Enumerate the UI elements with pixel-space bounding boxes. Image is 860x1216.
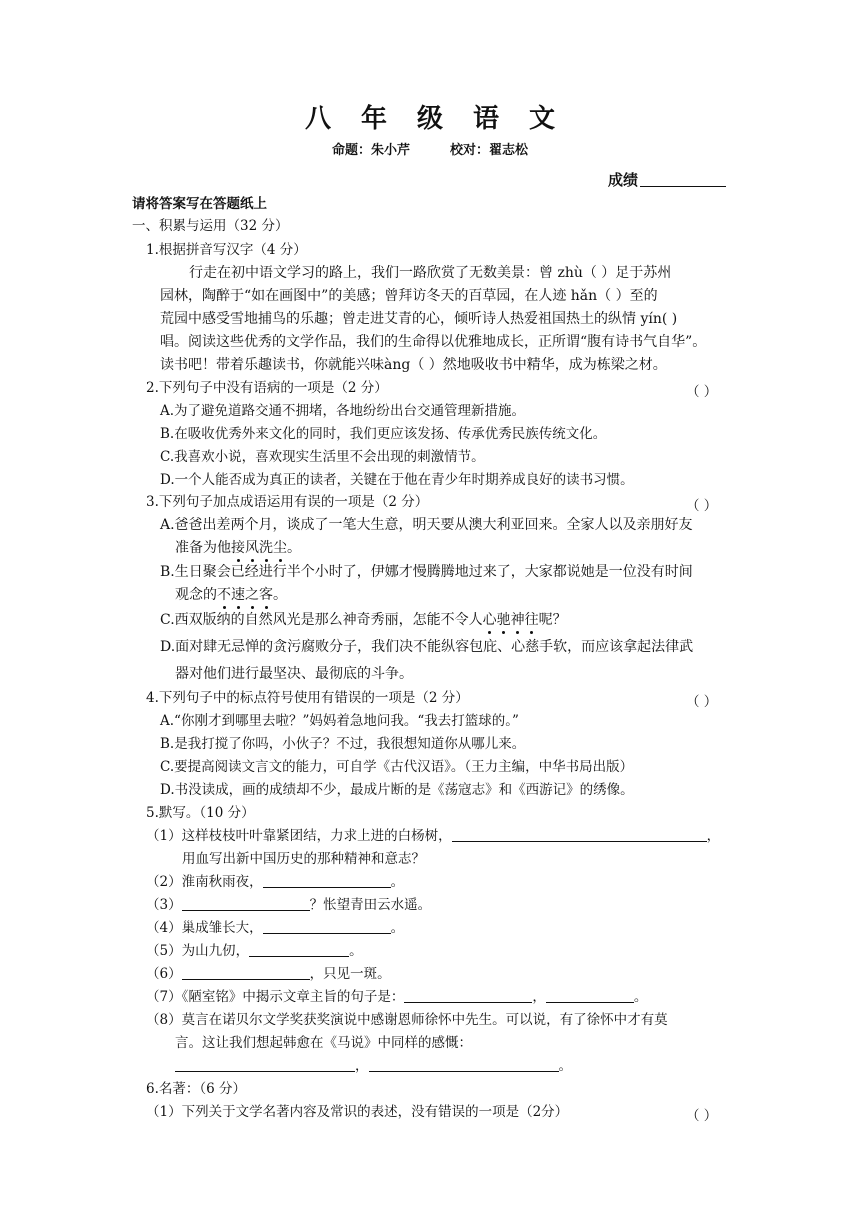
answer-paren: （ ） [686, 1108, 718, 1124]
fill-blank [182, 897, 310, 911]
option-d: D.一个人能否成为真正的读者，关键在于他在青少年时期养成良好的读书习惯。 [160, 472, 634, 488]
q3-title: 3.下列句子加点成语运用有误的一项是（2 分） [146, 494, 429, 510]
option-b: B.是我打搅了你吗，小伙子？不过，我很想知道你从哪儿来。 [160, 736, 526, 752]
author: 命题：朱小芹 [331, 143, 410, 158]
option-b: B.在吸收优秀外来文化的同时，我们更应该发扬、传承优秀民族传统文化。 [160, 426, 607, 442]
q6-subquestion: （1）下列关于文学名著内容及常识的表述，没有错误的一项是（2分） [146, 1104, 569, 1120]
option-d: D.面对肆无忌惮的贪污腐败分子，我们决不能纵容包庇、心慈手软，而应该拿起法律武 [160, 639, 694, 655]
fill-blank [452, 828, 707, 842]
option-c: C.要提高阅读文言文的能力，可自学《古代汉语》。（王力主编，中华书局出版） [160, 759, 634, 775]
dictation-8-cont: 言。这让我们想起韩愈在《马说》中同样的感慨： [175, 1035, 472, 1051]
page-title: 八年级语文 [304, 104, 585, 134]
option-a: A.为了避免道路交通不拥堵，各地纷纷出台交通管理新措施。 [160, 403, 526, 419]
score-label: 成绩 [608, 171, 639, 189]
option-a: A.“你刚才到哪里去啦？”妈妈着急地问我。“我去打篮球的。” [160, 713, 519, 729]
dotted-idiom: 接风洗尘 [231, 540, 287, 556]
option-b-cont: 观念的不速之客。 [175, 587, 287, 603]
score-blank [640, 172, 726, 187]
dictation-6: （6） ，只见一斑。 [146, 966, 391, 982]
dictation-4: （4）巢成雏长大， 。 [146, 920, 405, 936]
answer-paren: （ ） [686, 498, 718, 514]
q5-title: 5.默写。（10 分） [146, 805, 255, 821]
dictation-2: （2）淮南秋雨夜， 。 [146, 874, 405, 890]
dotted-idiom: 心驰神往 [482, 612, 539, 628]
q4-title: 4.下列句子中的标点符号使用有错误的一项是（2 分） [146, 690, 469, 706]
reviewer: 校对：翟志松 [450, 143, 529, 158]
q1-title: 1.根据拼音写汉字（4 分） [146, 242, 307, 258]
fill-blank [249, 943, 349, 957]
dotted-idiom: 不速之客 [217, 587, 273, 603]
dictation-8-blanks: ， 。 [175, 1058, 572, 1074]
fill-blank [263, 874, 391, 888]
dictation-8: （8）莫言在诺贝尔文学奖获奖演说中感谢恩师徐怀中先生。可以说，有了徐怀中才有莫 [146, 1012, 668, 1028]
byline [0, 143, 860, 159]
option-c: C.我喜欢小说，喜欢现实生活里不会出现的刺激情节。 [160, 449, 485, 465]
fill-blank [182, 966, 310, 980]
dictation-5: （5）为山九仞， 。 [146, 943, 363, 959]
answer-paren: （ ） [686, 694, 718, 710]
fill-blank [404, 989, 532, 1003]
option-d-cont: 器对他们进行最坚决、最彻底的斗争。 [175, 666, 413, 682]
q1-line: 园林，陶醉于“如在画图中”的美感；曾拜访冬天的百草园，在人迹 hǎn（ ）至的 [160, 288, 658, 304]
option-a-cont: 准备为他接风洗尘。 [175, 540, 301, 556]
dictation-3: （3） ？怅望青田云水遥。 [146, 897, 432, 913]
option-c: C.西双版纳的自然风光是那么神奇秀丽，怎能不令人心驰神往呢？ [160, 612, 567, 628]
dictation-7: （7）《陋室铭》中揭示文章主旨的句子是： ， 。 [146, 989, 648, 1005]
answer-notice: 请将答案写在答题纸上 [132, 196, 267, 212]
fill-blank [175, 1058, 355, 1072]
score-field [608, 171, 726, 189]
fill-blank [263, 920, 391, 934]
q1-line: 唱。阅读这些优秀的文学作品，我们的生命得以优雅地成长，正所谓“腹有诗书气自华”。 [160, 334, 707, 350]
q1-line: 读书吧！带着乐趣读书，你就能兴味àng（ ）然地吸收书中精华，成为栋梁之材。 [160, 357, 667, 373]
dictation-1-cont: 用血写出新中国历史的那种精神和意志？ [182, 851, 425, 867]
dictation-1: （1）这样枝枝叶叶靠紧团结，力求上进的白杨树， ， [146, 828, 721, 844]
q1-line: 荒园中感受雪地捕鸟的乐趣；曾走进艾青的心，倾听诗人热爱祖国热土的纵情 yín( ) [160, 311, 678, 327]
option-d: D.书没读成，画的成绩却不少，最成片断的是《荡寇志》和《西游记》的绣像。 [160, 782, 634, 798]
option-a: A.爸爸出差两个月，谈成了一笔大生意，明天要从澳大利亚回来。全家人以及亲朋好友 [160, 517, 693, 533]
section-heading: 一、积累与运用（32 分） [132, 218, 289, 234]
fill-blank [369, 1058, 559, 1072]
option-b: B.生日聚会已经进行半个小时了，伊娜才慢腾腾地过来了，大家都说她是一位没有时间 [160, 564, 693, 580]
q6-title: 6.名著：（6 分） [146, 1081, 247, 1097]
answer-paren: （ ） [686, 384, 718, 400]
q2-title: 2.下列句子中没有语病的一项是（2 分） [146, 380, 388, 396]
q1-line: 行走在初中语文学习的路上，我们一路欣赏了无数美景：曾 zhù（ ）足于苏州 [189, 265, 672, 281]
fill-blank [546, 989, 634, 1003]
